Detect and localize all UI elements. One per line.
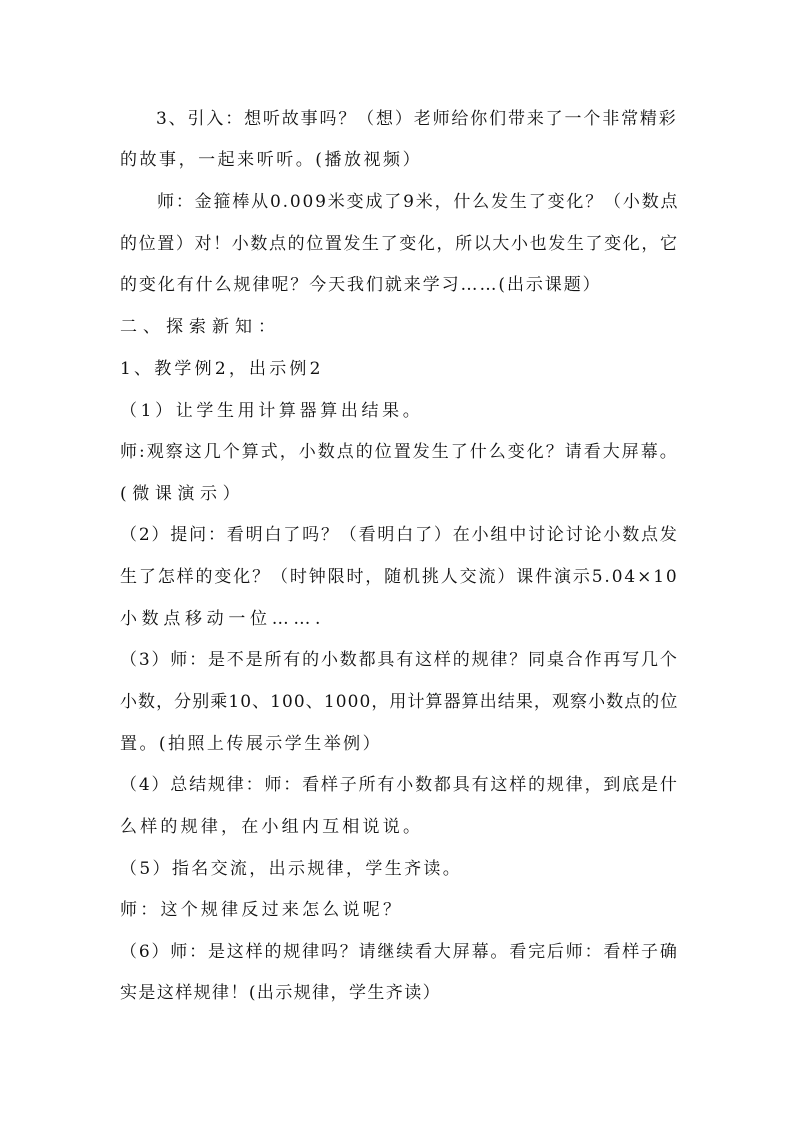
text-line: （2）提问：看明白了吗？（看明白了）在小组中讨论讨论小数点发 bbox=[120, 525, 679, 545]
text-line: 的故事，一起来听听。(播放视频） bbox=[120, 150, 423, 170]
text-line: 置。(拍照上传展示学生举例） bbox=[120, 734, 383, 754]
text-line: 师:观察这几个算式，小数点的位置发生了什么变化？请看大屏幕。 bbox=[120, 442, 679, 462]
text-line-intro: 3、引入：想听故事吗？（想）老师给你们带来了一个非常精彩 bbox=[156, 109, 678, 129]
text-line: 小数点移动一位……. bbox=[120, 609, 326, 629]
text-line: （5）指名交流，出示规律，学生齐读。 bbox=[120, 859, 463, 879]
text-line: （1）让学生用计算器算出结果。 bbox=[120, 401, 424, 421]
text-line: 么样的规律，在小组内互相说说。 bbox=[120, 817, 424, 837]
text-line: （4）总结规律：师：看样子所有小数都具有这样的规律，到底是什 bbox=[120, 775, 679, 795]
text-line: 生了怎样的变化？（时钟限时，随机挑人交流）课件演示5.04×10 bbox=[120, 567, 679, 587]
text-line: 小数，分别乘10、100、1000，用计算器算出结果，观察小数点的位 bbox=[120, 692, 679, 712]
text-line: 的变化有什么规律呢？今天我们就来学习……(出示课题） bbox=[120, 275, 602, 295]
text-line: （6）师：是这样的规律吗？请继续看大屏幕。看完后师：看样子确 bbox=[120, 942, 679, 962]
text-line: (微课演示） bbox=[120, 484, 246, 504]
section-heading: 二、探索新知： bbox=[120, 317, 281, 337]
text-line: 的位置）对！小数点的位置发生了变化，所以大小也发生了变化，它 bbox=[120, 234, 679, 254]
text-line: （3）师：是不是所有的小数都具有这样的规律？同桌合作再写几个 bbox=[120, 650, 679, 670]
text-line: 师：金箍棒从0.009米变成了9米，什么发生了变化？（小数点 bbox=[157, 192, 680, 212]
text-line: 1、教学例2，出示例2 bbox=[120, 359, 324, 379]
text-line: 实是这样规律！(出示规律，学生齐读） bbox=[120, 983, 442, 1003]
text-line: 师：这个规律反过来怎么说呢？ bbox=[120, 900, 404, 920]
